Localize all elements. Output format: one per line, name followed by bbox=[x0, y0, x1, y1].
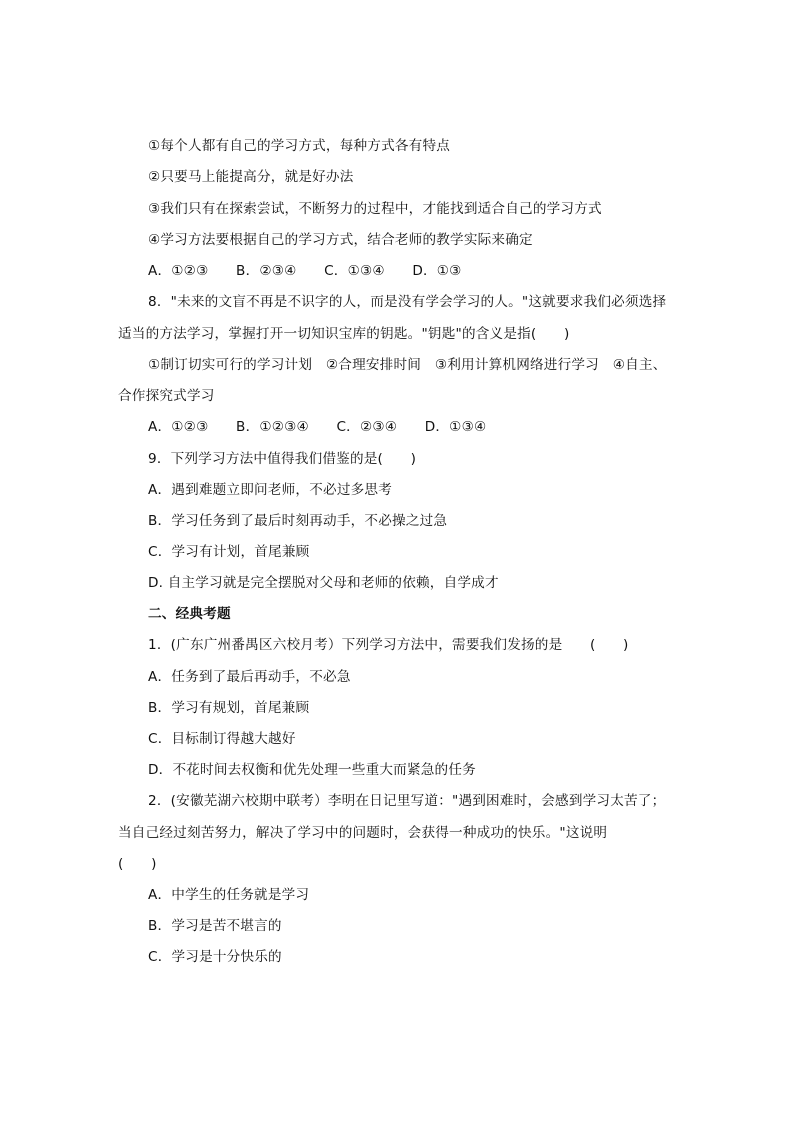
statement-4: ④学习方法要根据自己的学习方式，结合老师的教学实际来确定 bbox=[148, 232, 533, 248]
classic-q1-option-d: D．不花时间去权衡和优先处理一些重大而紧急的任务 bbox=[148, 762, 476, 778]
q8-stem-line-2: 适当的方法学习，掌握打开一切知识宝库的钥匙。"钥匙"的含义是指( ) bbox=[118, 326, 570, 342]
classic-q1-option-b: B．学习有规划，首尾兼顾 bbox=[148, 700, 310, 716]
q9-option-a: A．遇到难题立即问老师，不必过多思考 bbox=[148, 482, 392, 498]
classic-q1-stem: 1．(广东广州番禺区六校月考）下列学习方法中，需要我们发扬的是 ( ) bbox=[148, 637, 629, 653]
classic-q2-option-b: B．学习是苦不堪言的 bbox=[148, 918, 282, 934]
classic-q2-option-c: C．学习是十分快乐的 bbox=[148, 949, 282, 965]
classic-q2-answer-blank: ( ) bbox=[118, 856, 157, 872]
q9-stem: 9．下列学习方法中值得我们借鉴的是( ) bbox=[148, 451, 417, 467]
q9-option-c: C．学习有计划，首尾兼顾 bbox=[148, 544, 310, 560]
classic-q2-stem-line-2: 当自己经过刻苦努力，解决了学习中的问题时，会获得一种成功的快乐。"这说明 bbox=[118, 825, 608, 841]
statement-3: ③我们只有在探索尝试，不断努力的过程中，才能找到适合自己的学习方式 bbox=[148, 201, 602, 217]
statement-1: ①每个人都有自己的学习方式，每种方式各有特点 bbox=[148, 138, 451, 154]
q9-option-b: B．学习任务到了最后时刻再动手，不必操之过急 bbox=[148, 513, 448, 529]
statement-2: ②只要马上能提高分，就是好办法 bbox=[148, 169, 354, 185]
q7-options: A．①②③ B．②③④ C．①③④ D．①③ bbox=[148, 263, 462, 279]
q8-statements-line-1: ①制订切实可行的学习计划 ②合理安排时间 ③利用计算机网络进行学习 ④自主、 bbox=[148, 357, 667, 373]
section-heading: 二、经典考题 bbox=[148, 606, 231, 622]
classic-q2-option-a: A．中学生的任务就是学习 bbox=[148, 887, 310, 903]
q8-statements-line-2: 合作探究式学习 bbox=[118, 388, 215, 404]
q8-stem-line-1: 8．"未来的文盲不再是不识字的人，而是没有学会学习的人。"这就要求我们必须选择 bbox=[148, 294, 667, 310]
q9-option-d: D. 自主学习就是完全摆脱对父母和老师的依赖，自学成才 bbox=[148, 575, 499, 591]
classic-q1-option-c: C．目标制订得越大越好 bbox=[148, 731, 296, 747]
classic-q1-option-a: A．任务到了最后再动手，不必急 bbox=[148, 669, 351, 685]
q8-options: A．①②③ B．①②③④ C．②③④ D．①③④ bbox=[148, 419, 487, 435]
classic-q2-stem-line-1: 2．(安徽芜湖六校期中联考）李明在日记里写道："遇到困难时，会感到学习太苦了； bbox=[148, 793, 666, 809]
